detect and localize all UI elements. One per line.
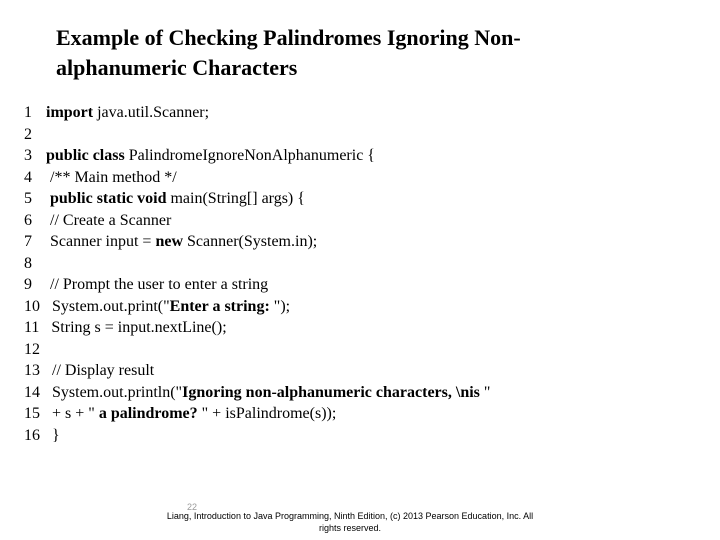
code-text: ");	[273, 297, 291, 315]
line-number: 14	[24, 383, 40, 401]
code-keyword: Ignoring non-alphanumeric characters, \nis	[182, 383, 484, 401]
code-line	[24, 360, 704, 382]
code-text: PalindromeIgnoreNonAlphanumeric {	[124, 147, 375, 164]
code-keyword: public class	[46, 147, 125, 164]
line-number: 4	[24, 168, 32, 186]
line-number: 9	[24, 276, 32, 293]
code-text: main(String[] args) {	[166, 190, 305, 207]
line-number: 7	[24, 233, 32, 250]
code-text: " + isPalindrome(s));	[201, 405, 337, 422]
slide-title-line-1: Example of Checking Palindromes Ignoring Non-	[56, 25, 521, 50]
code-line	[24, 253, 704, 275]
code-keyword: a palindrome?	[94, 405, 202, 422]
code-listing	[24, 102, 704, 446]
line-number: 1	[24, 104, 32, 121]
code-line	[24, 403, 704, 425]
code-text: /** Main method */	[50, 168, 177, 186]
code-line	[24, 296, 704, 318]
code-text: // Prompt the user to enter a string	[50, 276, 269, 293]
line-number: 2	[24, 125, 32, 143]
code-line	[24, 274, 704, 296]
code-line	[24, 167, 704, 189]
code-text: System.out.print("	[52, 297, 170, 315]
code-line	[24, 145, 704, 167]
line-number: 3	[24, 147, 32, 164]
code-text: java.util.Scanner;	[93, 104, 210, 121]
code-line	[24, 124, 704, 146]
line-number: 16	[24, 426, 40, 444]
line-number: 6	[24, 211, 32, 229]
code-keyword: new	[155, 233, 184, 250]
line-number: 11	[24, 319, 40, 336]
code-text: // Display result	[52, 362, 155, 379]
code-line	[24, 317, 704, 339]
code-line	[24, 102, 704, 124]
code-text: "	[483, 383, 491, 401]
code-text: String s = input.nextLine();	[51, 319, 227, 336]
code-keyword: public static void	[50, 190, 167, 207]
code-text: + s + "	[52, 405, 95, 422]
code-line	[24, 382, 704, 404]
footer-copyright	[140, 510, 560, 534]
code-text: Scanner input =	[50, 233, 156, 250]
code-line	[24, 210, 704, 232]
line-number: 10	[24, 297, 40, 315]
footer-line-1: Liang, Introduction to Java Programming, Ninth Edition, (c) 2013 Pearson Education, Inc. All	[166, 511, 534, 521]
line-number: 12	[24, 340, 40, 358]
code-text: System.out.println("	[52, 383, 183, 401]
line-number: 13	[24, 362, 40, 379]
code-line	[24, 339, 704, 361]
footer-line-2: rights reserved.	[318, 523, 382, 533]
slide-title	[56, 23, 656, 83]
line-number: 15	[24, 405, 40, 422]
code-line	[24, 231, 704, 253]
line-number: 5	[24, 190, 32, 207]
code-keyword: Enter a string:	[169, 297, 274, 315]
slide-title-line-2: alphanumeric Characters	[56, 55, 298, 80]
line-number: 8	[24, 254, 32, 272]
code-line	[24, 425, 704, 447]
code-line	[24, 188, 704, 210]
code-keyword: import	[46, 104, 94, 121]
code-text: Scanner(System.in);	[183, 233, 318, 250]
code-text: // Create a Scanner	[50, 211, 172, 229]
code-text: }	[52, 426, 60, 444]
page-number: 22	[187, 502, 198, 512]
